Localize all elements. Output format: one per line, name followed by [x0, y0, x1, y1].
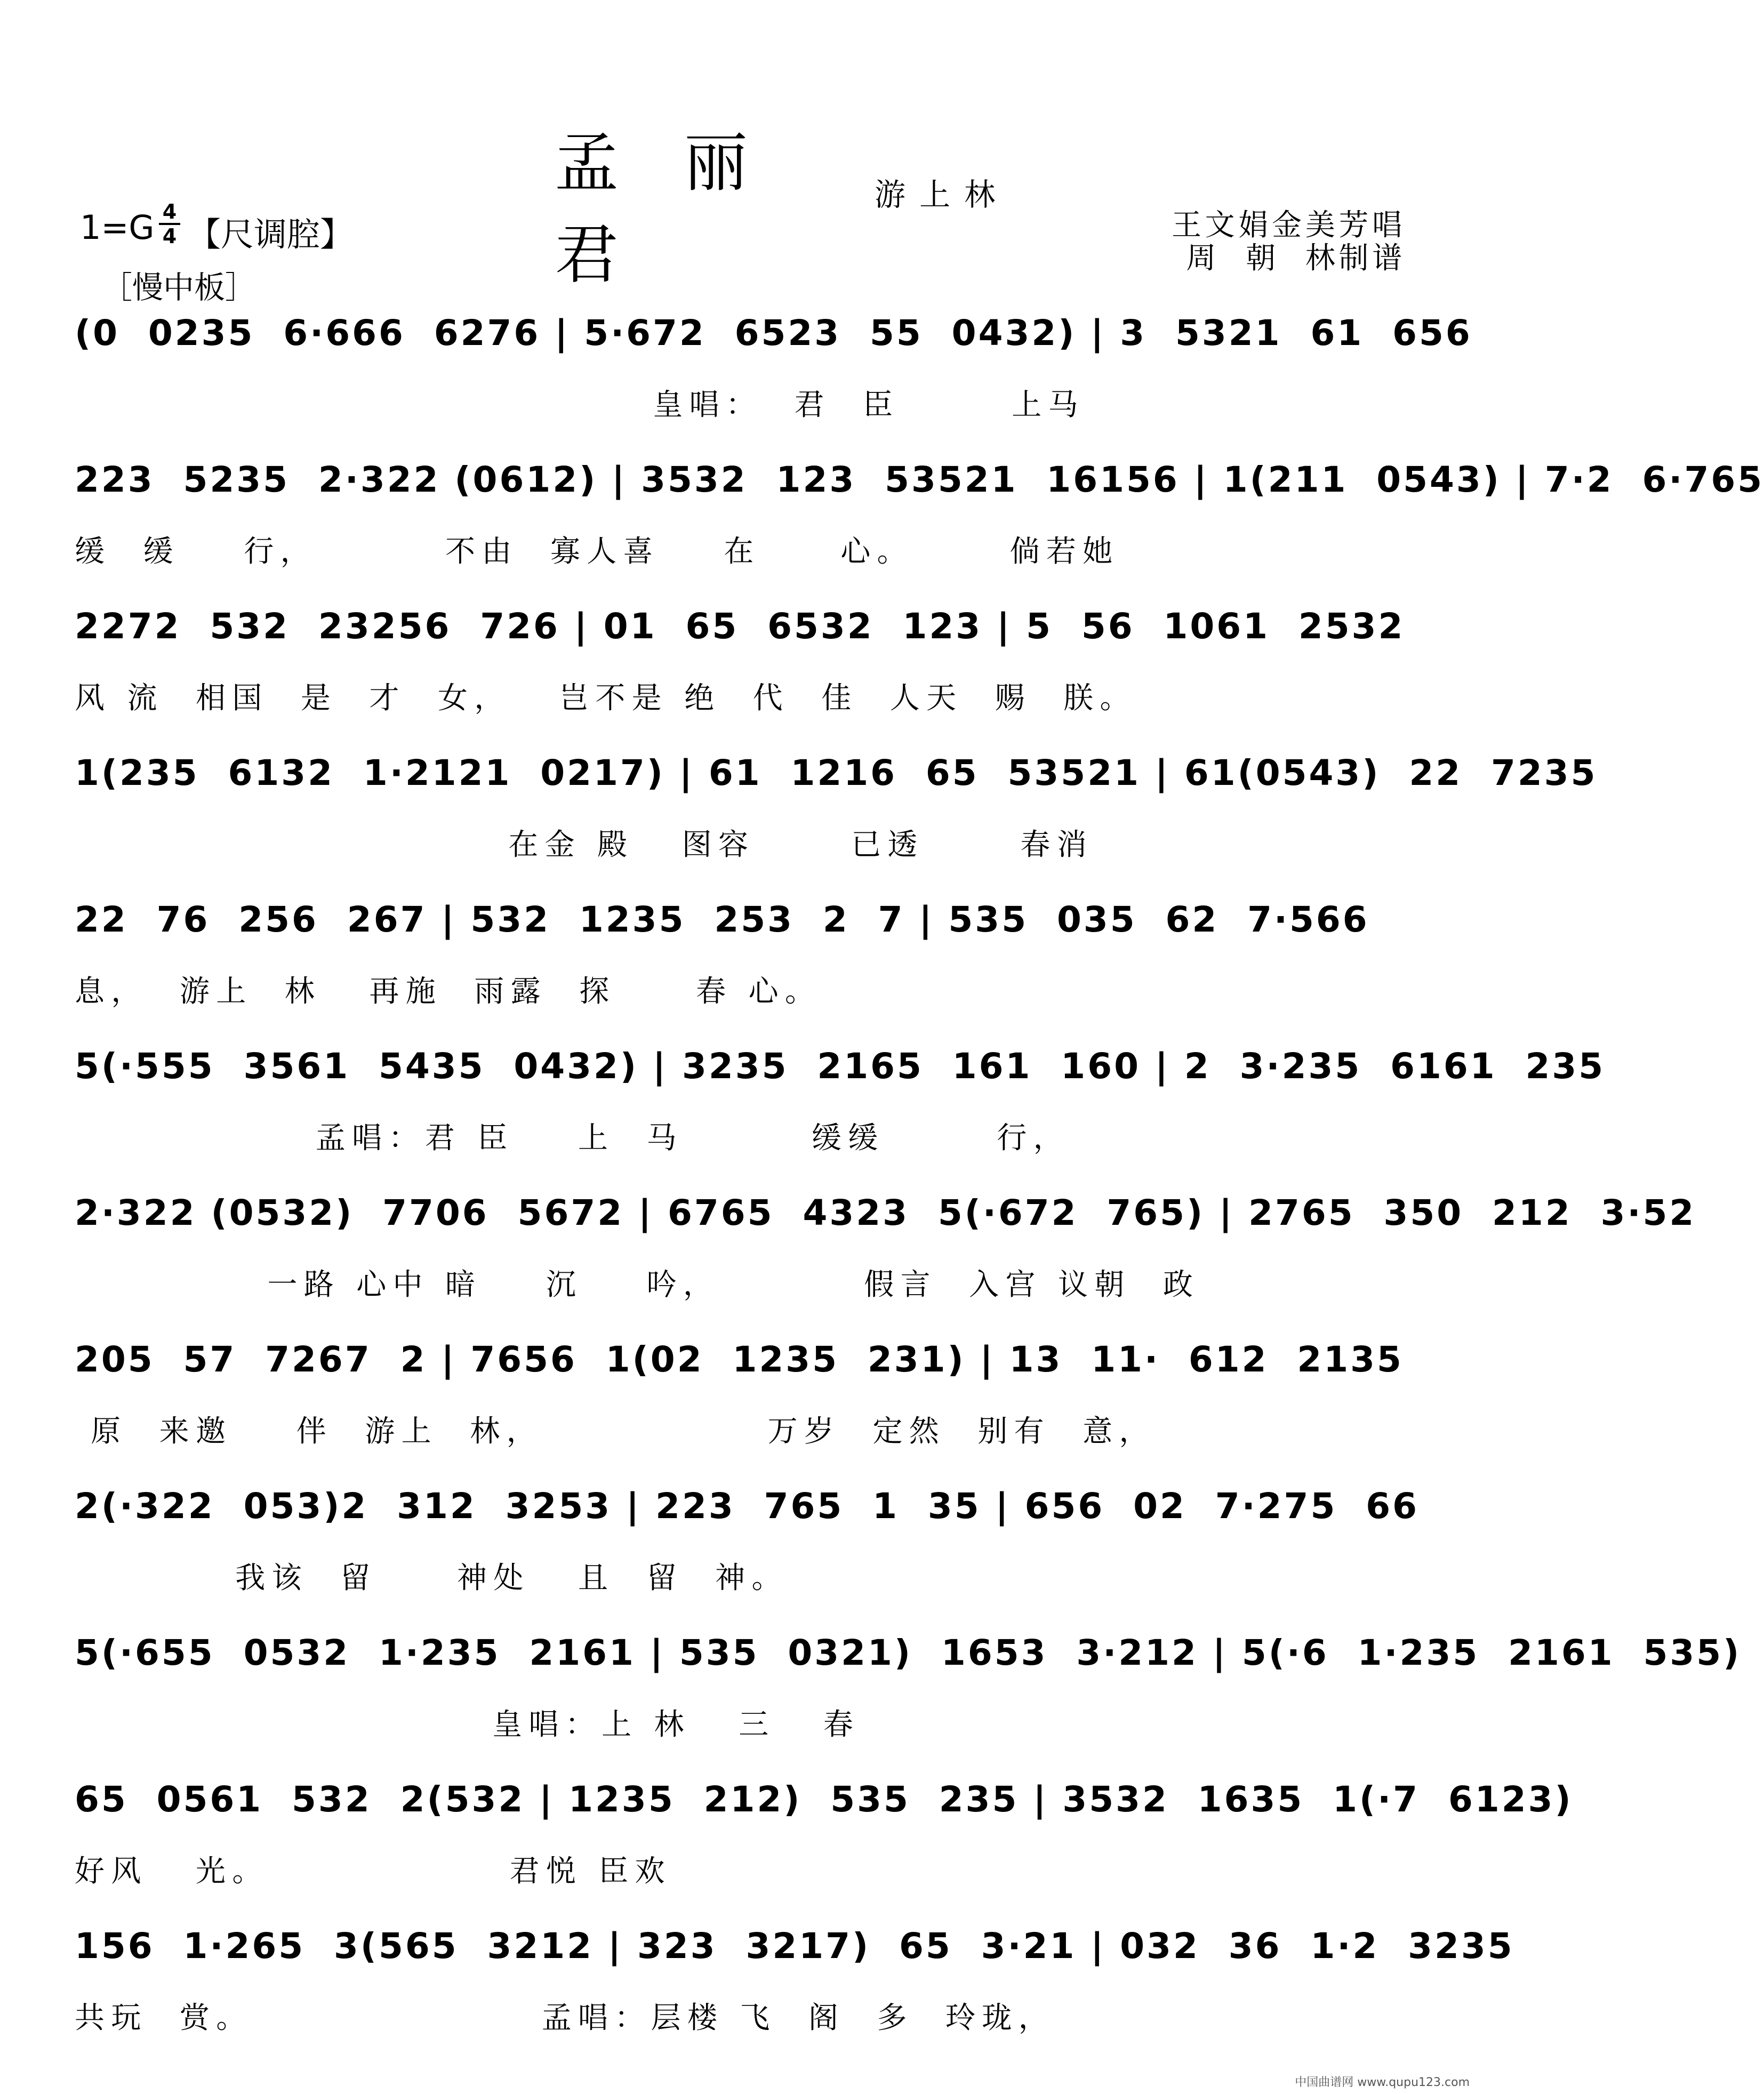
title: 孟 丽 君	[555, 126, 771, 292]
time-signature-bottom: 4	[159, 223, 180, 247]
score-system-10	[75, 1624, 1742, 1757]
lyrics-line: 皇唱：上 林 三 春	[75, 1707, 860, 1742]
score-system-11	[75, 1770, 1573, 1904]
subtitle: 游上林	[875, 176, 1009, 213]
lyrics-line: 息， 游上 林 再施 雨露 探 春 心。	[75, 974, 822, 1009]
notation-line: 223 5235 2·322 (0612) | 3532 123 53521 16156 | 1(211 0543) | 7·2 6·765	[75, 459, 1764, 500]
lyrics-line: 好风 光。 君悦 臣欢	[75, 1854, 671, 1889]
notation-line: 2(·322 053)2 312 3253 | 223 765 1 35 | 656 02 7·275 66	[75, 1486, 1419, 1527]
lyrics-line: 原 来邀 伴 游上 林， 万岁 定然 别有 意，	[75, 1414, 1156, 1449]
lyrics-line: 皇唱： 君 臣 上马	[75, 388, 1085, 422]
score-system-7	[75, 1184, 1696, 1317]
notation-line: 22 76 256 267 | 532 1235 253 2 7 | 535 035 62 7·566	[75, 899, 1369, 940]
notation-line: (0 0235 6·666 6276 | 5·672 6523 55 0432) | 3 5321 61 656	[75, 312, 1472, 354]
notation-line: 2·322 (0532) 7706 5672 | 6765 4323 5(·672 765) | 2765 350 212 3·52	[75, 1192, 1696, 1233]
score-system-8	[75, 1330, 1408, 1464]
notation-line: 156 1·265 3(565 3212 | 323 3217) 65 3·21 | 032 36 1·2 3235	[75, 1925, 1514, 1967]
lyrics-line: 孟唱：君 臣 上 马 缓缓 行，	[75, 1121, 1070, 1156]
score-system-4	[75, 744, 1598, 877]
notation-line: 1(235 6132 1·2121 0217) | 61 1216 65 53521 | 61(0543) 22 7235	[75, 752, 1598, 793]
score-system-1	[75, 304, 1472, 437]
notation-line: 2272 532 23256 726 | 01 65 6532 123 | 5 56 1061 2532	[75, 606, 1405, 647]
time-signature	[159, 200, 180, 247]
credit-singers: 王文娟金美芳唱	[1171, 208, 1406, 243]
lyrics-line: 风 流 相国 是 才 女， 岂不是 绝 代 佳 人天 赐 朕。	[75, 681, 1136, 716]
tempo-marking: ［慢中板］	[101, 269, 256, 306]
lyrics-line: 在金 殿 图容 已透 春消	[75, 828, 1094, 862]
score-system-3	[75, 597, 1408, 731]
watermark: 中国曲谱网 www.qupu123.com	[1295, 2076, 1470, 2089]
credit-transcriber: 周 朝 林制谱	[1186, 241, 1406, 276]
score-system-6	[75, 1037, 1606, 1170]
score-system-12	[75, 1917, 1514, 2050]
lyrics-line: 缓 缓 行， 不由 寡人喜 在 心。 倘若她	[75, 534, 1119, 569]
lyrics-line: 共玩 赏。 孟唱：层楼 飞 阁 多 玲珑，	[75, 2001, 1055, 2035]
mode-label: 【尺调腔】	[188, 215, 354, 254]
notation-line: 5(·555 3561 5435 0432) | 3235 2165 161 160 | 2 3·235 6161 235	[75, 1046, 1606, 1087]
lyrics-line: 我该 留 神处 且 留 神。	[75, 1561, 788, 1595]
notation-line: 5(·655 0532 1·235 2161 | 535 0321) 1653 3·212 | 5(·6 1·235 2161 535)	[75, 1632, 1742, 1673]
key-signature: 1=G	[80, 208, 155, 247]
notation-line: 65 0561 532 2(532 | 1235 212) 535 235 | 3532 1635 1(·7 6123)	[75, 1779, 1573, 1820]
score-system-5	[75, 890, 1408, 1024]
score-system-2	[75, 451, 1764, 584]
score-system-9	[75, 1477, 1419, 1610]
notation-line: 205 57 7267 2 | 7656 1(02 1235 231) | 13 11· 612 2135	[75, 1339, 1404, 1380]
time-signature-top: 4	[162, 200, 177, 223]
lyrics-line: 一路 心中 暗 沉 吟， 假言 入宫 议朝 政	[75, 1267, 1200, 1302]
